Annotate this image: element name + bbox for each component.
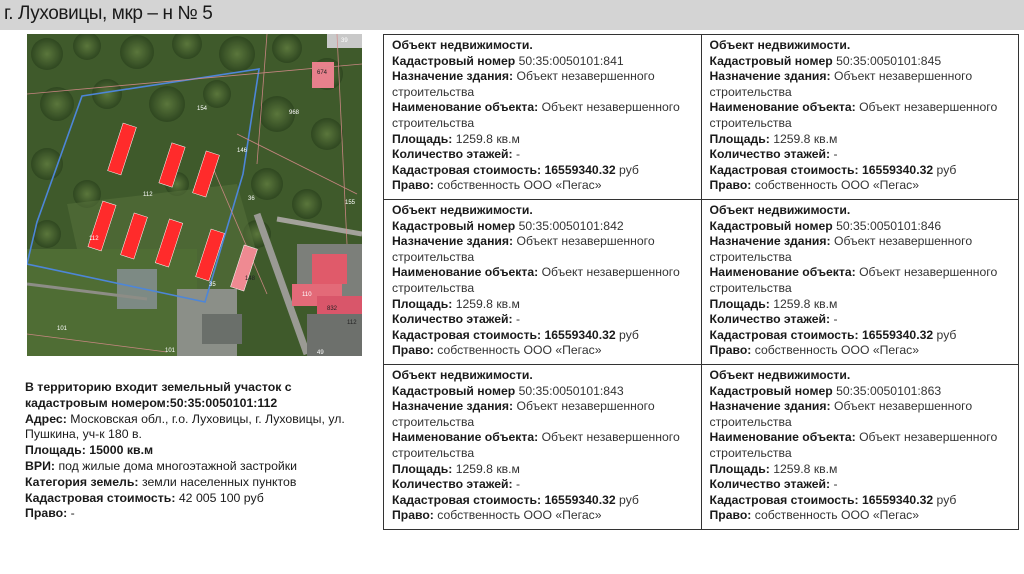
object-name: Наименование объекта: Объект незавершенного строительства <box>392 265 680 295</box>
object-cost: Кадастровая стоимость: 16559340.32 руб <box>392 162 639 177</box>
map-label: 49 <box>317 350 324 356</box>
object-cadastral: Кадастровый номер 50:35:0050101:845 <box>709 53 942 68</box>
object-cost: Кадастровая стоимость: 16559340.32 руб <box>709 327 957 342</box>
object-area: Площадь: 1259.8 кв.м <box>392 296 520 311</box>
object-area: Площадь: 1259.8 кв.м <box>709 131 838 146</box>
object-cadastral: Кадастровый номер 50:35:0050101:842 <box>392 218 624 233</box>
object-heading: Объект недвижимости. <box>392 368 533 382</box>
table-row <box>384 35 1019 200</box>
object-cell <box>384 35 702 200</box>
object-purpose: Назначение здания: Объект незавершенного строительства <box>392 399 655 429</box>
satellite-map <box>27 34 362 356</box>
object-right: Право: собственность ООО «Пегас» <box>709 508 919 523</box>
object-heading: Объект недвижимости. <box>709 368 851 382</box>
object-cost: Кадастровая стоимость: 16559340.32 руб <box>709 162 957 177</box>
object-cell <box>701 365 1019 530</box>
land-address: Адрес: Московская обл., г.о. Луховицы, г. Луховицы, ул. Пушкина, уч-к 180 в. <box>25 411 345 442</box>
land-cost: Кадастровая стоимость: 42 005 100 руб <box>25 490 264 505</box>
object-purpose: Назначение здания: Объект незавершенного строительства <box>392 234 655 264</box>
object-heading: Объект недвижимости. <box>392 38 533 52</box>
object-area: Площадь: 1259.8 кв.м <box>709 461 838 476</box>
map-label: 101 <box>165 348 176 354</box>
map-label: 110 <box>302 292 312 298</box>
map-label: 112 <box>89 236 99 242</box>
object-purpose: Назначение здания: Объект незавершенного строительства <box>709 234 973 264</box>
object-heading: Объект недвижимости. <box>392 203 533 217</box>
map-label: 146 <box>237 148 248 154</box>
object-name: Наименование объекта: Объект незавершенного строительства <box>392 430 680 460</box>
objects-table <box>383 34 1019 530</box>
object-cell <box>701 35 1019 200</box>
land-area: Площадь: 15000 кв.м <box>25 443 154 458</box>
object-right: Право: собственность ООО «Пегас» <box>392 178 602 193</box>
map-label: 968 <box>289 110 300 116</box>
land-right: Право: - <box>25 506 75 521</box>
land-intro: В территорию входит земельный участок с кадастровым номером:50:35:0050101:112 <box>25 380 292 410</box>
map-label: 101 <box>57 326 68 332</box>
map-label: 35 <box>209 282 216 288</box>
map-label: 112 <box>347 320 357 326</box>
object-area: Площадь: 1259.8 кв.м <box>392 461 520 476</box>
object-floors: Количество этажей: - <box>709 147 838 162</box>
object-cost: Кадастровая стоимость: 16559340.32 руб <box>392 492 639 507</box>
object-right: Право: собственность ООО «Пегас» <box>392 508 602 523</box>
object-cell <box>701 200 1019 365</box>
object-floors: Количество этажей: - <box>392 147 520 162</box>
map-label: 112 <box>143 192 153 198</box>
object-floors: Количество этажей: - <box>709 312 838 327</box>
table-row <box>384 200 1019 365</box>
object-cost: Кадастровая стоимость: 16559340.32 руб <box>709 492 957 507</box>
object-name: Наименование объекта: Объект незавершенного строительства <box>709 430 998 460</box>
object-area: Площадь: 1259.8 кв.м <box>709 296 838 311</box>
object-floors: Количество этажей: - <box>709 477 838 492</box>
land-vri: ВРИ: под жилые дома многоэтажной застройки <box>25 458 298 473</box>
map-label: 155 <box>345 200 356 206</box>
object-right: Право: собственность ООО «Пегас» <box>709 343 919 358</box>
object-name: Наименование объекта: Объект незавершенного строительства <box>709 100 998 130</box>
map-label: 674 <box>317 70 328 76</box>
map-label: 832 <box>327 306 338 312</box>
object-cadastral: Кадастровый номер 50:35:0050101:846 <box>709 218 942 233</box>
map-label: 39 <box>341 38 348 44</box>
object-cell <box>384 365 702 530</box>
map-label: 154 <box>197 106 208 112</box>
object-heading: Объект недвижимости. <box>709 203 851 217</box>
object-right: Право: собственность ООО «Пегас» <box>709 178 919 193</box>
object-purpose: Назначение здания: Объект незавершенного строительства <box>709 399 973 429</box>
table-row <box>384 365 1019 530</box>
object-heading: Объект недвижимости. <box>709 38 851 52</box>
title-bar <box>0 0 1024 30</box>
object-right: Право: собственность ООО «Пегас» <box>392 343 602 358</box>
object-purpose: Назначение здания: Объект незавершенного строительства <box>392 69 655 99</box>
land-category: Категория земель: земли населенных пунктов <box>25 474 297 489</box>
object-cadastral: Кадастровый номер 50:35:0050101:863 <box>709 383 942 398</box>
object-purpose: Назначение здания: Объект незавершенного строительства <box>709 69 973 99</box>
map-label: 148 <box>245 276 256 282</box>
object-cell <box>384 200 702 365</box>
object-name: Наименование объекта: Объект незавершенного строительства <box>709 265 998 295</box>
map-image <box>27 34 362 356</box>
object-name: Наименование объекта: Объект незавершенного строительства <box>392 100 680 130</box>
map-label: 36 <box>248 196 255 202</box>
object-floors: Количество этажей: - <box>392 477 520 492</box>
object-cadastral: Кадастровый номер 50:35:0050101:843 <box>392 383 624 398</box>
object-floors: Количество этажей: - <box>392 312 520 327</box>
object-cadastral: Кадастровый номер 50:35:0050101:841 <box>392 53 624 68</box>
object-cost: Кадастровая стоимость: 16559340.32 руб <box>392 327 639 342</box>
page-title: г. Луховицы, мкр – н № 5 <box>4 3 213 24</box>
object-area: Площадь: 1259.8 кв.м <box>392 131 520 146</box>
land-parcel-info <box>25 380 370 522</box>
